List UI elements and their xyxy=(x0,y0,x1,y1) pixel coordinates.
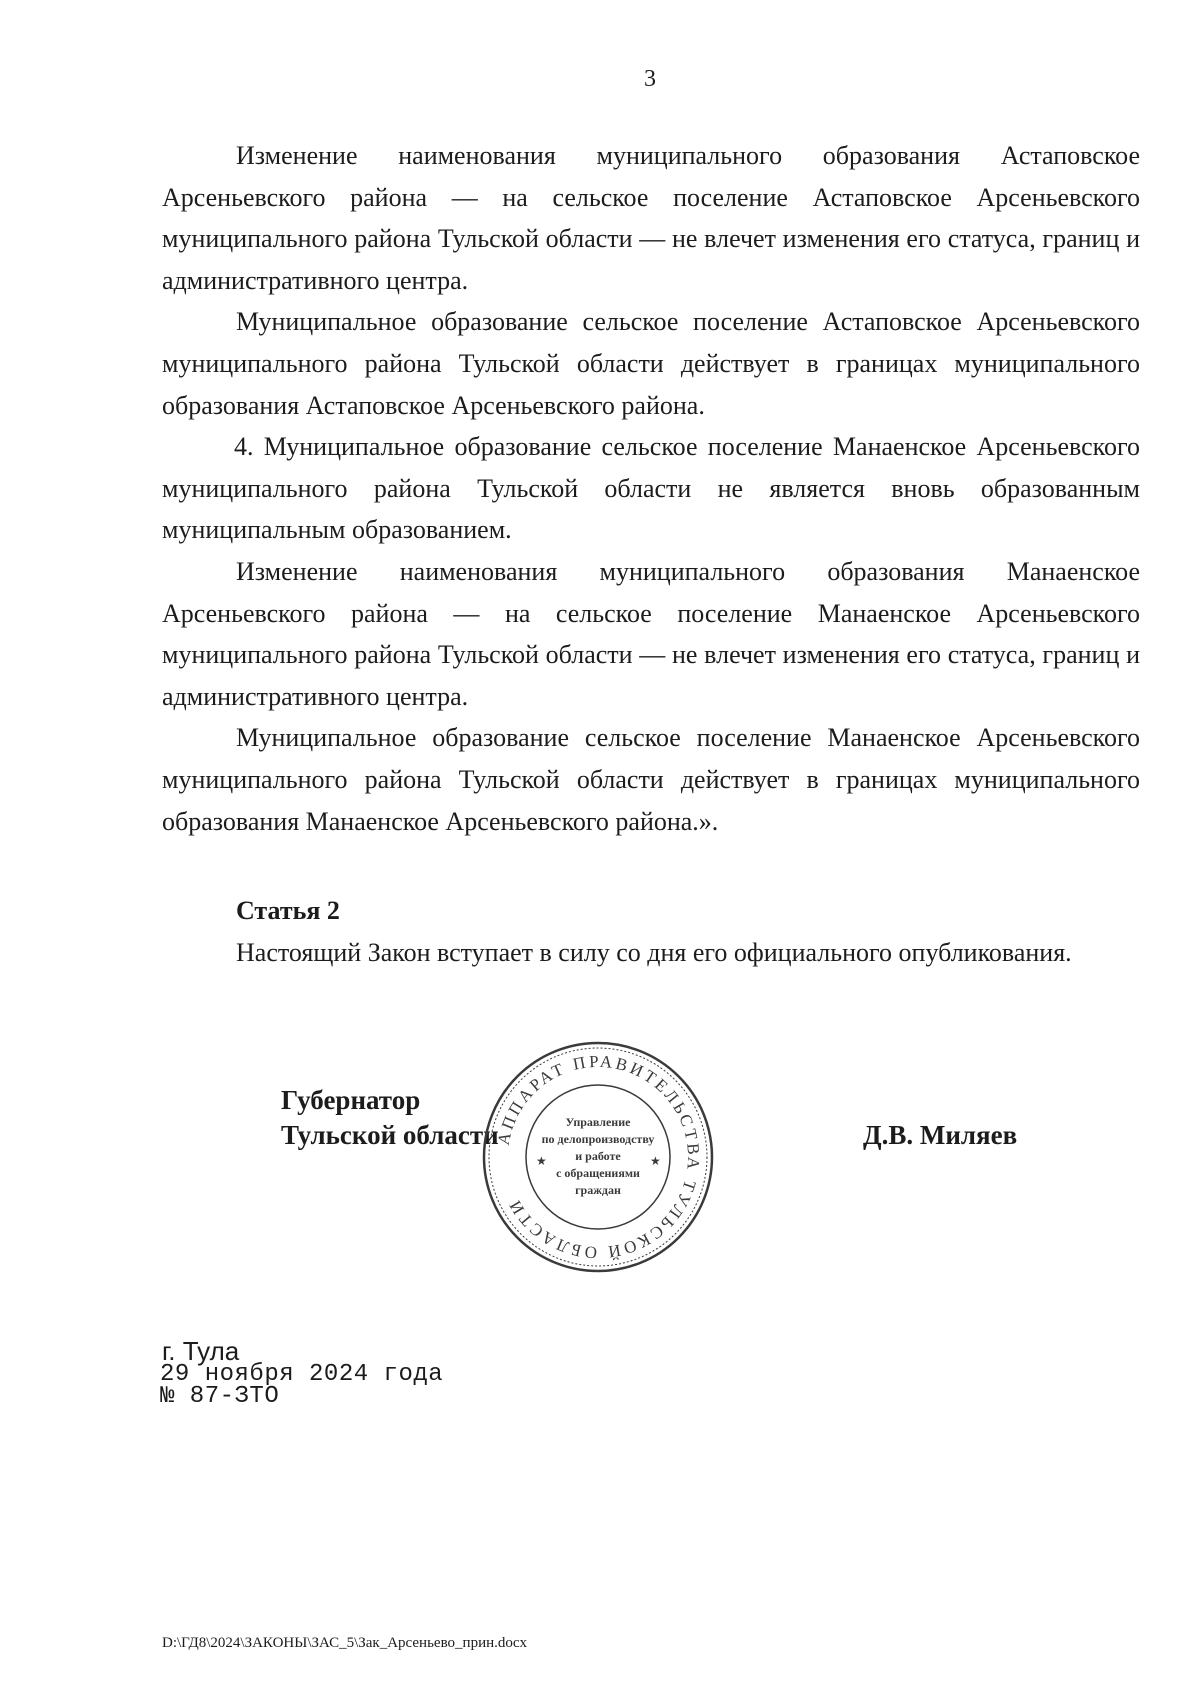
article-text: Настоящий Закон вступает в силу со дня его официального опубликования. xyxy=(236,937,1072,967)
seal-center-line-4: с обращениями xyxy=(556,1166,640,1180)
seal-center-line-3: и работе xyxy=(575,1149,621,1163)
paragraph-2: Муниципальное образование сельское поселение Астаповское Арсеньевского муниципального района Тульской области действует в границах муниципального образования Астаповское Арсеньевского района. xyxy=(162,307,1140,420)
seal-star-right-icon: ★ xyxy=(650,1154,661,1168)
law-number: № 87-ЗТО xyxy=(160,1383,280,1410)
file-path-footer: D:\ГД8\2024\ЗАКОНЫ\ЗАС_5\Зак_Арсеньево_прин.docx xyxy=(162,1635,528,1651)
signer-name: Д.В. Миляев xyxy=(863,1120,1018,1150)
article-2 xyxy=(162,890,1140,973)
seal-center-line-1: Управление xyxy=(565,1115,631,1129)
signature-block xyxy=(281,1083,499,1153)
signer-position-line2: Тульской области xyxy=(281,1120,499,1150)
paragraph-4: Изменение наименования муниципального образования Манаенское Арсеньевского района — на сельское поселение Манаенское Арсеньевского муниципального района Тульской области — не влечет изменения его статуса, границ и административного центра. xyxy=(162,556,1140,711)
signer-position-line1: Губернатор xyxy=(281,1085,421,1115)
law-body-text xyxy=(162,135,1140,842)
page-number: 3 xyxy=(644,66,656,92)
seal-center-line-5: граждан xyxy=(575,1183,621,1197)
seal-star-left-icon: ★ xyxy=(536,1154,547,1168)
paragraph-1: Изменение наименования муниципального образования Астаповское Арсеньевского района — на сельское поселение Астаповское Арсеньевского муниципального района Тульской области — не влечет изменения его статуса, границ и административного центра. xyxy=(162,141,1140,295)
seal-center-line-2: по делопроизводству xyxy=(541,1132,655,1146)
article-title: Статья 2 xyxy=(236,896,340,925)
date-line: 29 ноября 2024 года xyxy=(160,1361,444,1388)
city-line: г. Тула xyxy=(162,1336,240,1366)
paragraph-3: 4. Муниципальное образование сельское поселение Манаенское Арсеньевского муниципального района Тульской области не является вновь образованным муниципальным образованием. xyxy=(162,432,1140,545)
official-seal-stamp xyxy=(478,1037,718,1277)
seal-ring-text: АППАРАТ ПРАВИТЕЛЬСТВА ТУЛЬСКОЙ ОБЛАСТИ xyxy=(493,1051,704,1263)
paragraph-5: Муниципальное образование сельское поселение Манаенское Арсеньевского муниципального района Тульской области действует в границах муниципального образования Манаенское Арсеньевского района.». xyxy=(162,723,1140,836)
seal-icon xyxy=(478,1037,718,1277)
